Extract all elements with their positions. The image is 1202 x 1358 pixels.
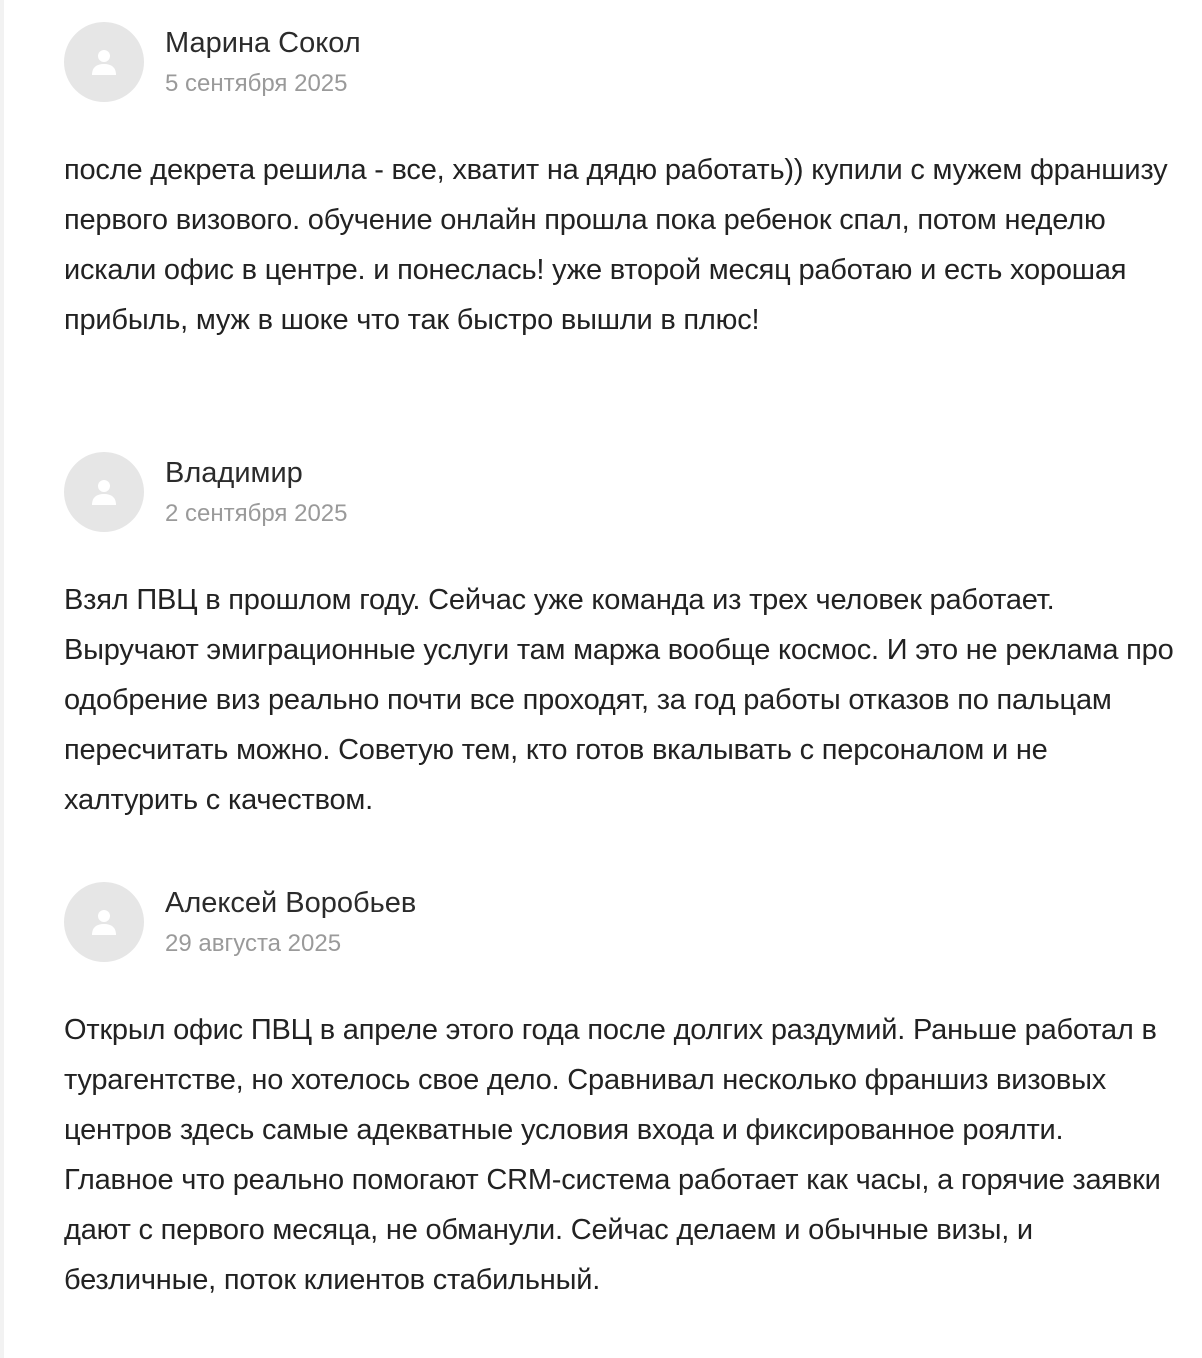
- review-date: 2 сентября 2025: [165, 500, 348, 527]
- avatar: [64, 882, 144, 962]
- review-date: 29 августа 2025: [165, 930, 342, 957]
- review-item: [64, 882, 1174, 1305]
- review-meta: [165, 452, 347, 529]
- review-header: [64, 22, 1174, 102]
- review-item: [64, 452, 1174, 825]
- review-date: 5 сентября 2025: [165, 70, 348, 97]
- review-meta: [165, 22, 361, 99]
- review-header: [64, 882, 1174, 962]
- review-meta: [165, 882, 416, 959]
- review-text: после декрета решила - все, хватит на дядю работать)) купили с мужем франшизу первого визового. обучение онлайн прошла пока ребенок спал, потом неделю искали офис в центре. и понеслась! уже второй месяц работаю и есть хорошая прибыль, муж в шоке что так быстро вышли в плюс!: [64, 154, 1168, 336]
- user-icon: [89, 47, 119, 77]
- author-name: Владимир: [165, 457, 303, 489]
- review-text: Открыл офис ПВЦ в апреле этого года после долгих раздумий. Раньше работал в турагентстве, но хотелось свое дело. Сравнивал несколько франшиз визовых центров здесь самые адекватные условия входа и фиксированное роялти. Главное что реально помогают CRM-система работает как часы, а горячие заявки дают с первого месяца, не обманули. Сейчас делаем и обычные визы, и безличные, поток клиентов стабильный.: [64, 1014, 1161, 1296]
- page-left-edge: [0, 0, 4, 1358]
- review-header: [64, 452, 1174, 532]
- review-text: Взял ПВЦ в прошлом году. Сейчас уже команда из трех человек работает. Выручают эмиграционные услуги там маржа вообще космос. И это не реклама про одобрение виз реально почти все проходят, за год работы отказов по пальцам пересчитать можно. Советую тем, кто готов вкалывать с персоналом и не халтурить с качеством.: [64, 584, 1174, 816]
- author-name: Марина Сокол: [165, 27, 361, 59]
- avatar: [64, 22, 144, 102]
- user-icon: [89, 907, 119, 937]
- review-item: [64, 22, 1174, 345]
- avatar: [64, 452, 144, 532]
- user-icon: [89, 477, 119, 507]
- author-name: Алексей Воробьев: [165, 887, 417, 919]
